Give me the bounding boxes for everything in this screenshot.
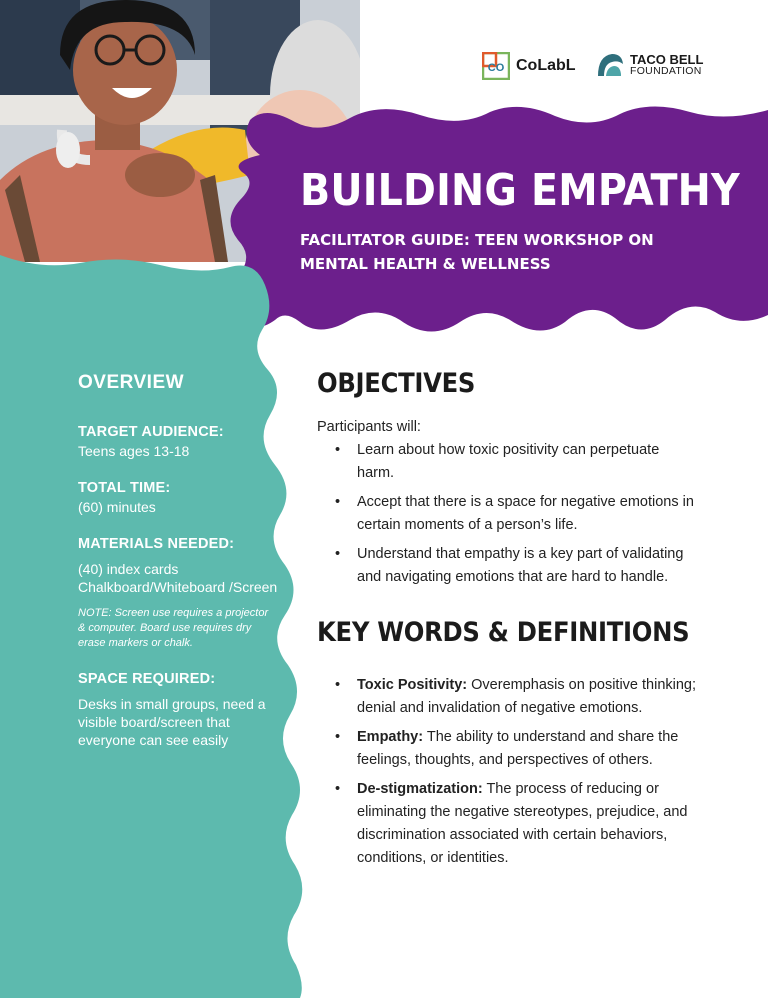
overview-panel <box>78 372 278 769</box>
term: Empathy: <box>357 729 424 745</box>
list-item-text: Understand that empathy is a key part of validating and navigating emotions that are hard to handle. <box>357 546 684 585</box>
taco-bell-foundation-logo <box>594 50 703 80</box>
list-item <box>317 491 697 537</box>
bullet-icon: • <box>335 494 341 510</box>
page-title: BUILDING EMPATHY <box>300 165 740 216</box>
tbf-line2: FOUNDATION <box>630 65 702 78</box>
space-value: Desks in small groups, need a visible board/screen that everyone can see easily <box>78 696 266 748</box>
colabl-mark-icon <box>482 52 510 80</box>
bullet-icon: • <box>335 729 341 745</box>
definition: The process of reducing or eliminating the negative stereotypes, prejudice, and discrimination associated with certain behaviors, conditions, or identities. <box>357 781 688 866</box>
target-audience-value: Teens ages 13-18 <box>78 443 190 459</box>
total-time-value: (60) minutes <box>78 499 156 515</box>
bullet-icon: • <box>335 442 341 458</box>
space-label: SPACE REQUIRED: <box>78 671 216 687</box>
materials-value-2: Chalkboard/Whiteboard /Screen <box>78 579 278 595</box>
list-item <box>317 778 697 870</box>
list-item <box>317 674 697 720</box>
term: Toxic Positivity: <box>357 677 468 693</box>
list-item-text: Learn about how toxic positivity can perpetuate harm. <box>357 442 660 481</box>
colabl-mark-text: CO <box>487 62 505 74</box>
overview-heading: OVERVIEW <box>78 372 185 393</box>
materials-value-1: (40) index cards <box>78 561 179 577</box>
target-audience-label: TARGET AUDIENCE: <box>78 424 224 440</box>
term: De-stigmatization: <box>357 781 483 797</box>
list-item <box>317 543 697 589</box>
key-words-heading: KEY WORDS & DEFINITIONS <box>317 617 690 648</box>
materials-label: MATERIALS NEEDED: <box>78 536 235 552</box>
page-subtitle: FACILITATOR GUIDE: TEEN WORKSHOP ON MENTAL HEALTH & WELLNESS <box>300 231 654 273</box>
materials-note: NOTE: Screen use requires a projector & computer. Board use requires dry erase markers or chalk. <box>78 607 269 649</box>
definition: The ability to understand and share the feelings, thoughts, and perspectives of others. <box>357 729 679 768</box>
total-time-label: TOTAL TIME: <box>78 480 171 496</box>
objectives-heading: OBJECTIVES <box>317 368 476 399</box>
taco-bell-bell-icon <box>594 50 626 80</box>
bullet-icon: • <box>335 677 341 693</box>
list-item <box>317 726 697 772</box>
tbf-line1: TACO BELL <box>630 52 704 68</box>
list-item-text: Accept that there is a space for negative emotions in certain moments of a person’s life. <box>357 494 694 533</box>
colabl-logo <box>482 52 576 80</box>
main-content <box>317 368 697 870</box>
colabl-wordmark: CoLabL <box>516 57 576 74</box>
definition: Overemphasis on positive thinking; denial and invalidation of negative emotions. <box>357 677 697 716</box>
key-words-list <box>317 674 697 870</box>
objectives-intro: Participants will: <box>317 419 421 435</box>
partner-logos <box>482 52 722 84</box>
bullet-icon: • <box>335 546 341 562</box>
objectives-list <box>317 439 697 589</box>
bullet-icon: • <box>335 781 341 797</box>
list-item <box>317 439 697 485</box>
